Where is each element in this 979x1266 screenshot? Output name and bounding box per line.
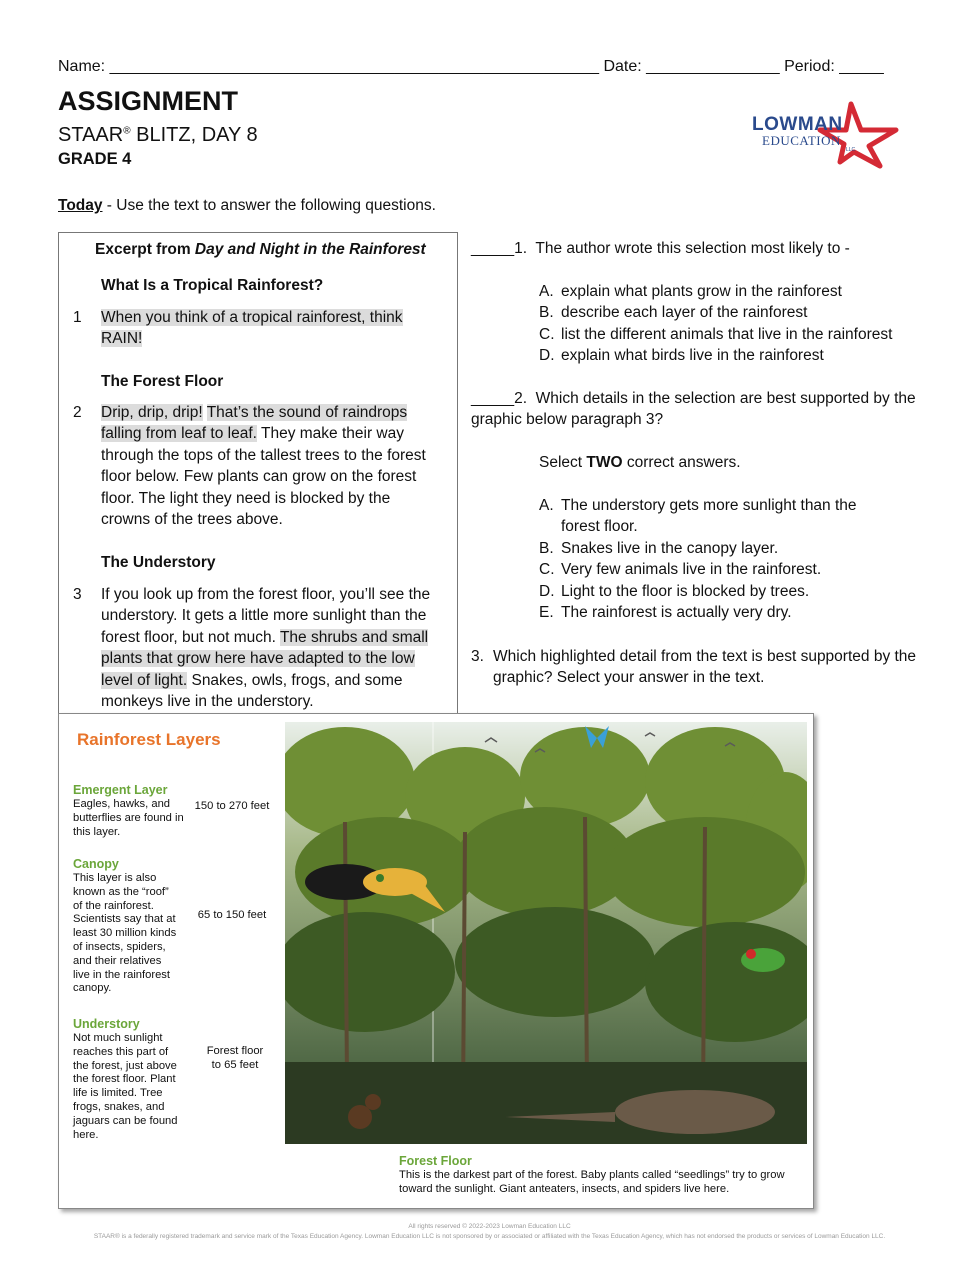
paragraph-number: 3 [73,586,82,603]
layer-name: Canopy [73,857,119,871]
page-subtitle: STAAR® BLITZ, DAY 8 [58,124,258,146]
date-label: Date: [603,58,642,75]
copyright-line: All rights reserved © 2022-2023 Lowman Education LLC [408,1223,571,1230]
layer-description: This layer is also known as the “roof” of the rainforest. Scientists say that at least 30 million kinds of insects, spiders, and their relatives live in the rainforest canopy. [73,872,177,995]
answer-option[interactable]: B. Snakes live in the canopy layer. [539,539,779,557]
highlighted-detail[interactable]: That’s the sound of raindrops falling from leaf to leaf. [101,404,408,443]
layer-name: Forest Floor [399,1154,472,1168]
layer-height: Forest floor to 65 feet [206,1045,264,1071]
answer-blank[interactable]: _____ [471,240,515,257]
highlighted-detail[interactable]: Drip, drip, drip! [101,404,203,421]
section-heading: The Forest Floor [101,373,224,390]
paragraph-2: Drip, drip, drip! That’s the sound of raindrops falling from leaf to leaf. They make their way through the tops of the tallest trees to the forest floor below. Few plants can grow on the forest floor. The light they need is blocked by the crowns of the trees above. [101,404,426,529]
paragraph-number: 1 [73,309,82,326]
select-two-note: Select TWO correct answers. [539,454,741,471]
answer-option[interactable]: D. explain what birds live in the rainforest [539,347,824,365]
answer-option[interactable]: B. describe each layer of the rainforest [539,304,808,322]
student-info-line [58,58,918,76]
date-blank[interactable]: _______________ [646,58,780,75]
answer-blank[interactable]: _____ [471,390,515,407]
period-blank[interactable]: _____ [839,58,884,75]
layer-height: 150 to 270 feet [194,800,270,812]
name-blank[interactable]: _______________________________________________________ [109,58,599,75]
page-title: ASSIGNMENT [58,86,239,116]
question-2: _____2. Which details in the selection are best supported by the graphic below paragraph 3? [471,390,916,429]
question-2-options [539,495,909,623]
rainforest-layers-graphic [58,713,814,1209]
layer-name: Emergent Layer [73,783,168,797]
layer-description: Eagles, hawks, and butterflies are found in this layer. [73,798,184,838]
answer-option[interactable]: D. Light to the floor is blocked by trees. [539,582,810,600]
logo-text-llc: LLC [846,147,856,153]
section-heading: The Understory [101,554,216,571]
name-label: Name: [58,58,106,75]
answer-option[interactable]: A. explain what plants grow in the rainforest [539,283,842,300]
answer-option[interactable]: A. The understory gets more sunlight than the forest floor. [539,497,857,536]
logo-text-lowman: LOWMAN [752,114,843,135]
paragraph-1 [101,307,441,350]
frog-icon [741,948,785,972]
logo-text-education: EDUCATION [762,133,841,148]
paragraph-3: If you look up from the forest floor, you’ll see the understory. It gets a little more sunlight than the forest floor, but not much. The shrubs and small plants that grow here have adapted to the low level of light. Snakes, owls, frogs, and some monkeys live in the understory. [101,586,431,711]
section-heading: What Is a Tropical Rainforest? [101,277,324,294]
answer-option[interactable]: C. list the different animals that live in the rainforest [539,325,893,343]
period-label: Period: [784,58,835,75]
passage-title: Excerpt from Day and Night in the Rainforest [95,241,426,258]
answer-option[interactable]: E. The rainforest is actually very dry. [539,604,792,622]
rainforest-illustration [285,722,807,1144]
highlighted-detail[interactable]: When you think of a tropical rainforest, think RAIN! [101,309,403,348]
question-1: _____1. The author wrote this selection most likely to - [471,240,850,257]
graphic-title: Rainforest Layers [77,730,221,749]
layer-description: This is the darkest part of the forest. Baby plants called “seedlings” try to grow toward the sunlight. Giant anteaters, insects, and spiders live here. [399,1169,785,1195]
layer-name: Understory [73,1017,140,1031]
layer-description: Not much sunlight reaches this part of the forest, just above the forest floor. Plant life is limited. Tree frogs, snakes, and jaguars can be found here. [73,1032,178,1141]
answer-option[interactable]: C. Very few animals live in the rainforest. [539,561,822,579]
instructions: Today - Use the text to answer the following questions. [58,197,436,214]
passage-box [58,232,458,718]
lowman-logo [748,100,900,170]
trademark-line: STAAR® is a federally registered trademark and service mark of the Texas Education Agency. Lowman Education LLC is not sponsored by or associated or affiliated with the Texas Education Agency, which has not endorsed the products or services of Lowman Education LLC. [93,1233,886,1240]
question-3: 3. Which highlighted detail from the text is best supported by the graphic? Select your answer in the text. [471,648,917,687]
question-1-options [539,281,939,367]
paragraph-number: 2 [73,404,82,421]
layer-height: 65 to 150 feet [197,909,267,921]
grade-label: GRADE 4 [58,150,132,168]
highlighted-detail[interactable]: The shrubs and small plants that grow here have adapted to the low level of light. [101,628,429,689]
